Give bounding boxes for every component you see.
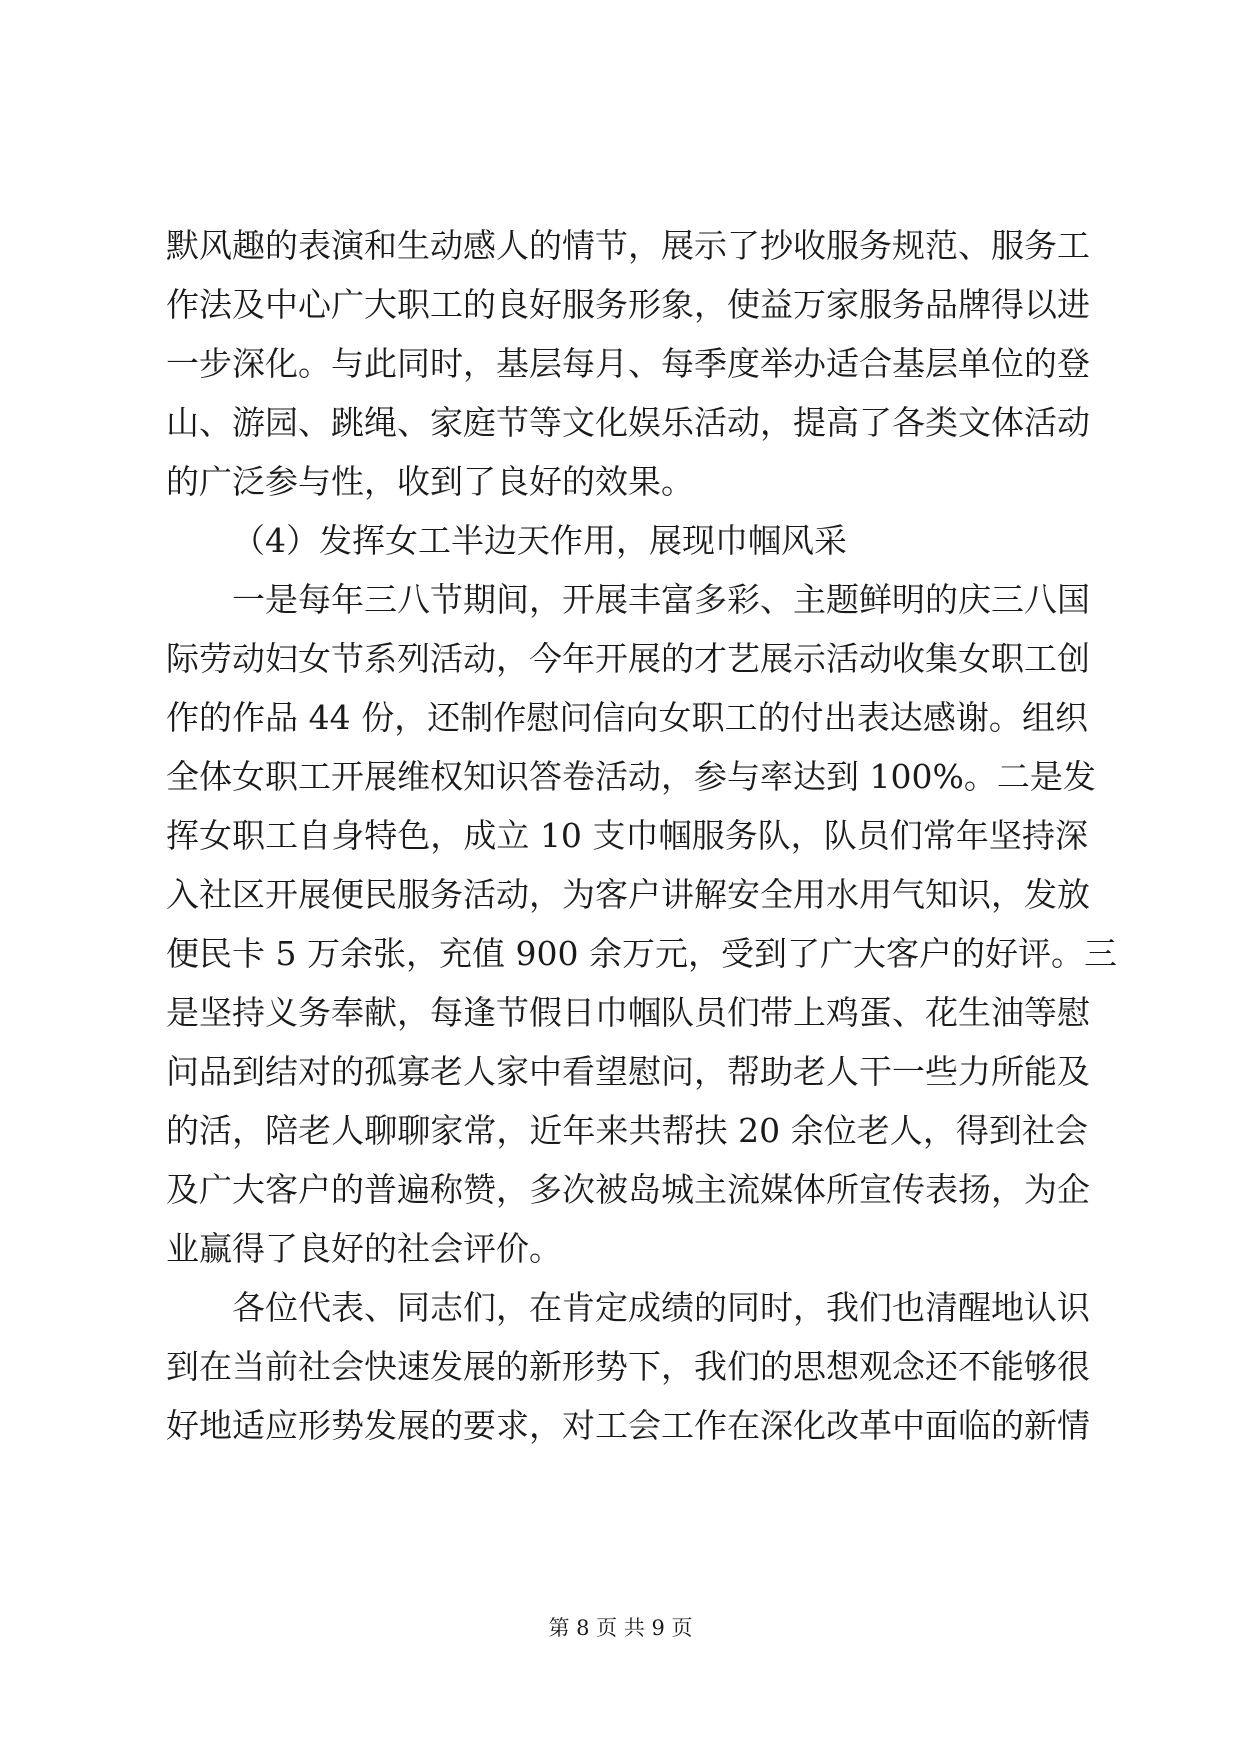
text-line: 挥女职工自身特色，成立 10 支巾帼服务队，队员们常年坚持深 [166, 816, 1088, 855]
text-line: 便民卡 5 万余张，充值 900 余万元，受到了广大客户的好评。三 [166, 934, 1117, 973]
section-heading: （4）发挥女工半边天作用，展现巾帼风采 [232, 521, 847, 560]
text-line: 一是每年三八节期间，开展丰富多彩、主题鲜明的庆三八国 [232, 580, 1090, 619]
text-line: 的广泛参与性，收到了良好的效果。 [166, 462, 694, 501]
text-line: 的活，陪老人聊聊家常，近年来共帮扶 20 余位老人，得到社会 [166, 1111, 1088, 1150]
text-line: 及广大客户的普遍称赞，多次被岛城主流媒体所宣传表扬，为企 [166, 1170, 1090, 1209]
text-line: 各位代表、同志们，在肯定成绩的同时，我们也清醒地认识 [232, 1288, 1090, 1327]
text-line: 一步深化。与此同时，基层每月、每季度举办适合基层单位的登 [166, 344, 1090, 383]
text-line: 作的作品 44 份，还制作慰问信向女职工的付出表达感谢。组织 [166, 698, 1088, 737]
text-line: 默风趣的表演和生动感人的情节，展示了抄收服务规范、服务工 [166, 226, 1090, 265]
text-line: 好地适应形势发展的要求，对工会工作在深化改革中面临的新情 [166, 1406, 1090, 1445]
text-line: 业赢得了良好的社会评价。 [166, 1229, 562, 1268]
page-number-footer: 第 8 页 共 9 页 [548, 1616, 693, 1640]
text-line: 际劳动妇女节系列活动，今年开展的才艺展示活动收集女职工创 [166, 639, 1090, 678]
text-line: 入社区开展便民服务活动，为客户讲解安全用水用气知识，发放 [166, 875, 1090, 914]
text-line: 作法及中心广大职工的良好服务形象，使益万家服务品牌得以进 [166, 285, 1090, 324]
text-line: 问品到结对的孤寡老人家中看望慰问，帮助老人干一些力所能及 [166, 1052, 1090, 1091]
text-line: 是坚持义务奉献，每逢节假日巾帼队员们带上鸡蛋、花生油等慰 [166, 993, 1090, 1032]
text-line: 全体女职工开展维权知识答卷活动，参与率达到 100%。二是发 [166, 757, 1096, 796]
text-line: 山、游园、跳绳、家庭节等文化娱乐活动，提高了各类文体活动 [166, 403, 1090, 442]
text-line: 到在当前社会快速发展的新形势下，我们的思想观念还不能够很 [166, 1347, 1090, 1386]
